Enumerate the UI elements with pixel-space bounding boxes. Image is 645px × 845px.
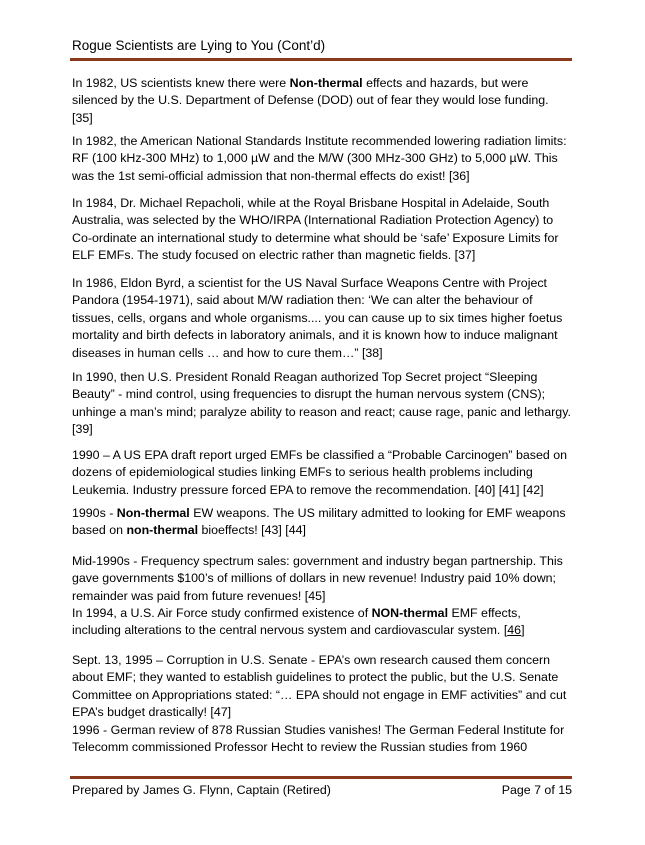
- paragraph-1990s-ew: [72, 505, 572, 540]
- emphasis: non-thermal: [126, 523, 199, 538]
- emphasis: NON-thermal: [371, 606, 449, 620]
- paragraph-1990-reagan: In 1990, then U.S. President Ronald Reagan authorized Top Secret project “Sleeping Beauty” - mind control, using frequencies to disrupt the human nervous system (CNS); unhinge a man’s mind; paralyze ability to reason and react; cause rage, panic and lethargy. [39]: [72, 370, 571, 437]
- footer-page-number: Page 7 of 15: [501, 783, 572, 797]
- emphasis: Non-thermal: [289, 76, 363, 90]
- text: effects and hazards, but were silenced by the U.S. Department of Defense (DOD) out of fear they would lose funding. [35]: [72, 76, 549, 125]
- header-rule: [70, 58, 572, 61]
- text: EMF effects, including alterations to the central nervous system and cardiovascular system. [: [72, 606, 521, 638]
- paragraph-1982-dod: [72, 75, 572, 127]
- emphasis: Non-thermal: [116, 506, 190, 520]
- paragraph-1995-senate: Sept. 13, 1995 – Corruption in U.S. Senate - EPA’s own research caused them concern about EMF; they wanted to establish guidelines to protect the public, but the U.S. Senate Committee on Appropriations stated: “… EPA should not engage in EMF activities” and cut EPA’s budget drastically! [47]: [72, 653, 567, 720]
- paragraph-1984-repacholi: In 1984, Dr. Michael Repacholi, while at the Royal Brisbane Hospital in Adelaide, South Australia, was selected by the WHO/IRPA (International Radiation Protection Agency) to Co-ordinate an international study to determine what should be ‘safe’ Exposure Limits for ELF EMFs. The study focused on electric rather than magnetic fields. [37]: [72, 196, 559, 263]
- paragraph-1986-byrd: In 1986, Eldon Byrd, a scientist for the US Naval Surface Weapons Centre with Project Pandora (1954-1971), said about M/W radiation then: ‘We can alter the behaviour of tissues, cells, organs and whole organisms.... you can cause up to six times higher foetus mortality and birth defects in laboratory animals, and it is known how to induce malignant diseases in human cells … and how to cure them…” [38]: [72, 276, 563, 360]
- footer-author: Prepared by James G. Flynn, Captain (Retired): [72, 783, 331, 797]
- paragraph-1996-german-review: 1996 - German review of 878 Russian Studies vanishes! The German Federal Institute for Telecomm commissioned Professor Hecht to review the Russian studies from 1960: [72, 723, 565, 755]
- text: 1990s -: [72, 506, 117, 520]
- text: In 1994, a U.S. Air Force study confirmed existence of: [72, 606, 372, 620]
- footer-rule: [70, 776, 572, 779]
- paragraph-1990-epa: 1990 – A US EPA draft report urged EMFs be classified a “Probable Carcinogen” based on dozens of epidemiological studies linking EMFs to serious health problems including Leukemia. Industry pressure forced EPA to remove the recommendation. [40] [41] [42]: [72, 448, 567, 497]
- paragraph-1994-air-force: [72, 605, 572, 640]
- text: In 1982, US scientists knew there were: [72, 76, 290, 90]
- paragraph-mid-1990s-spectrum: Mid-1990s - Frequency spectrum sales: government and industry began partnership. This gave governments $100’s of millions of dollars in new revenue! Industry paid 10% down; remainder was paid from future revenues! [45]: [72, 554, 563, 603]
- page-header-title: Rogue Scientists are Lying to You (Cont’d): [72, 38, 326, 53]
- text: ]: [521, 623, 525, 638]
- reference-link-46[interactable]: 46: [507, 623, 522, 638]
- text: bioeffects! [43] [44]: [198, 523, 306, 538]
- paragraph-1982-ansi: In 1982, the American National Standards Institute recommended lowering radiation limits: RF (100 kHz-300 MHz) to 1,000 µW and the M/W (300 MHz-300 GHz) to 5,000 µW. This was the 1st semi-official admission that non-thermal effects do exist! [36]: [72, 134, 567, 183]
- text: EW weapons. The US military admitted to looking for EMF weapons based on: [72, 506, 566, 538]
